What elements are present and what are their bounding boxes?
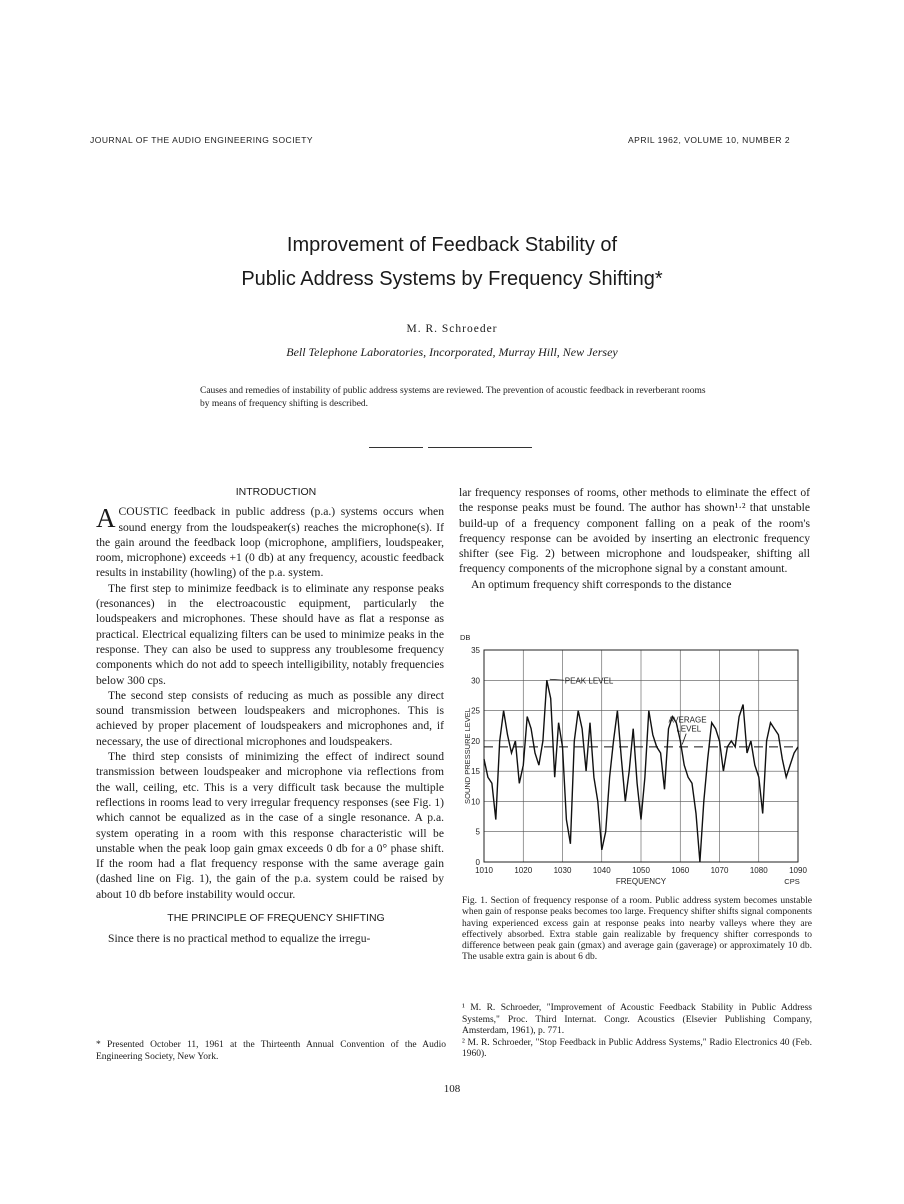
title-line-1: Improvement of Feedback Stability of (286, 234, 618, 256)
annotation-label: PEAK LEVEL (564, 676, 614, 686)
right-paragraph-1: lar frequency responses of rooms, other methods to eliminate the effect of the response peaks must be found. The author has shown¹·² that unstable build-up of a frequency component falling on a peak of the room's frequency response can be avoided by inserting an electronic frequency shifter (see Fig. 2) between microphone and loudspeaker, shifting all frequency components of the microphone signal by a constant amount. (459, 486, 810, 576)
right-paragraph-2: An optimum frequency shift corresponds to the distance (471, 577, 732, 591)
x-axis-label: FREQUENCY (615, 877, 667, 886)
y-tick-label: 35 (471, 646, 480, 655)
x-tick-label: 1020 (514, 866, 533, 875)
reference-1: ¹ M. R. Schroeder, "Improvement of Acoustic Feedback Stability in Public Address Systems," Proc. Third Internat. Congr. Acoustics (Elsevier Publishing Company, Amsterdam, 1961), p. 771. (462, 1003, 812, 1036)
affiliation: Bell Telephone Laboratories, Incorporated, Murray Hill, New Jersey (286, 345, 618, 359)
figure-caption: Fig. 1. Section of frequency response of a room. Public address system becomes unstable when gain of response peaks becomes too large. Frequency shifter shifts signal components having experienced excess gain at response peaks into nearby valleys where they are effectively absorbed. Extra stable gain realizable by frequency shifter corresponds to difference between peak gain (gmax) and average gain (gaverage) or approximately 10 db. The usable extra gain is about 6 db. (462, 896, 812, 963)
intro-paragraph-4: The third step consists of minimizing the effect of indirect sound transmission between loudspeaker and microphone via reflections from the wall, ceiling, etc. This is a very difficult task because the multiple reflections in rooms lead to very irregular frequency responses (see Fig. 1) which cannot be equalized as in the case of a single resonance. A p.a. system operating in a room with this response characteristic will be unstable when the peak loop gain gmax exceeds 0 db for a 0° phase shift. If the room had a flat frequency response with the same average gain (dashed line on Fig. 1), the gain of the p.a. system could be raised by about 10 db before instability would occur. (96, 750, 444, 901)
average-arrow (682, 734, 686, 745)
figure-1 (456, 630, 816, 897)
x-tick-label: 1030 (553, 866, 572, 875)
intro-paragraph-3: The second step consists of reducing as much as possible any direct sound transmission between loudspeakers and microphones. This is achieved by proper placement of loudspeakers and microphones and, if necessary, the use of directional microphones and loudspeakers. (96, 688, 444, 748)
y-axis-label: SOUND PRESSURE LEVEL (463, 708, 472, 804)
x-tick-label: 1050 (632, 866, 650, 875)
y-tick-label: 30 (471, 676, 480, 686)
x-unit-label: CPS (784, 877, 800, 886)
x-tick-label: 1060 (671, 866, 690, 875)
frequency-response-chart (456, 630, 816, 892)
y-tick-label: 10 (471, 797, 480, 807)
x-tick-label: 1080 (749, 866, 768, 875)
intro-heading: INTRODUCTION (235, 486, 317, 498)
y-tick-label: 20 (471, 736, 480, 746)
issue-info: APRIL 1962, VOLUME 10, NUMBER 2 (628, 135, 791, 145)
intro-paragraph-2: The first step to minimize feedback is to eliminate any response peaks (resonances) in the electroacoustic equipment, particularly the loudspeakers and microphones. These should have as flat a response as practical. Electrical equalizing filters can be used to minimize peaks in the response. They can also be used to suppress any troublesome frequency components which do not add to speech intelligibility, notably frequencies below 300 cps. (96, 581, 444, 687)
y-unit-label: DB (460, 633, 471, 642)
intro-paragraph-1: ACOUSTIC feedback in public address (p.a.) systems occurs when sound energy from the loudspeaker(s) reaches the microphone(s). If the gain around the feedback loop (microphone, amplifiers, loudspeaker, room, microphone) exceeds +1 (0 db) at any frequency, acoustic feedback results in instability (howling) of the p.a. system. (96, 503, 444, 580)
title-line-2: Public Address Systems by Frequency Shifting* (241, 268, 663, 290)
annotation-label: LEVEL (676, 724, 702, 734)
y-tick-label: 25 (471, 706, 480, 716)
footnote-presented: * Presented October 11, 1961 at the Thirteenth Annual Convention of the Audio Engineering Society, New York. (96, 1040, 446, 1062)
principle-heading: THE PRINCIPLE OF FREQUENCY SHIFTING (167, 912, 385, 925)
paper-title (0, 228, 904, 296)
left-column (96, 485, 444, 947)
y-tick-label: 15 (471, 767, 480, 777)
annotation-label: AVERAGE (668, 715, 707, 725)
separator-rule-short (369, 447, 423, 448)
journal-name: JOURNAL OF THE AUDIO ENGINEERING SOCIETY (90, 135, 314, 145)
y-tick-label: 5 (475, 827, 480, 837)
principle-paragraph-1: Since there is no practical method to equalize the irregu- (108, 932, 371, 946)
x-tick-label: 1090 (789, 866, 807, 875)
x-tick-label: 1070 (710, 866, 729, 875)
reference-2: ² M. R. Schroeder, "Stop Feedback in Public Address Systems," Radio Electronics 40 (Feb. 1960). (462, 1037, 812, 1059)
references (462, 1003, 812, 1061)
drop-cap: A (96, 503, 116, 534)
y-tick-label: 0 (475, 858, 480, 867)
x-tick-label: 1010 (475, 866, 493, 875)
abstract: Causes and remedies of instability of public address systems are reviewed. The prevention of acoustic feedback in reverberant rooms by means of frequency shifting is described. (200, 386, 706, 409)
page-number: 108 (443, 1083, 461, 1095)
x-tick-label: 1040 (592, 866, 611, 875)
author: M. R. Schroeder (406, 323, 498, 335)
separator-rule-long (428, 447, 532, 448)
right-column (459, 485, 810, 592)
